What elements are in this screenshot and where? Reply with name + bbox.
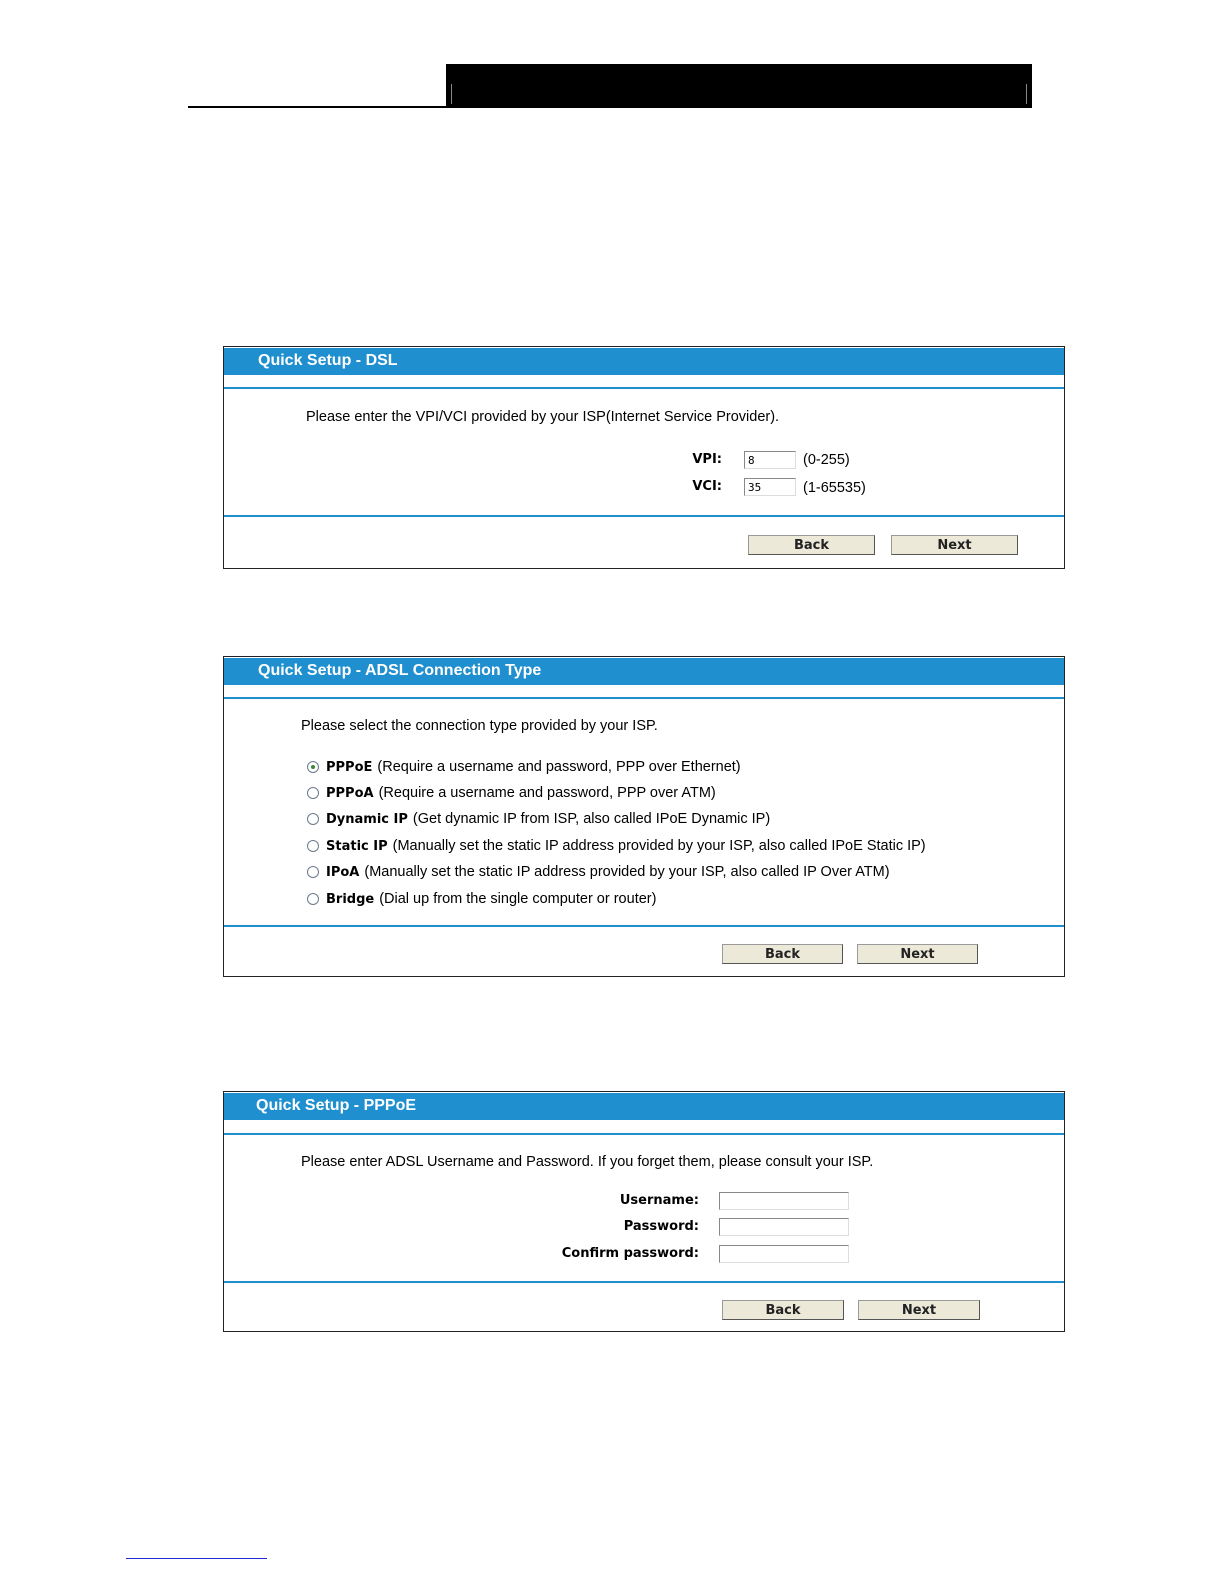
dsl-title-divider: [224, 375, 1064, 389]
option-name: IPoA: [326, 864, 360, 880]
option-name: PPPoE: [326, 759, 373, 775]
username-input[interactable]: [719, 1192, 849, 1210]
vci-label: VCI:: [692, 479, 722, 494]
document-header-bar: [446, 64, 1032, 108]
option-bridge[interactable]: [307, 891, 656, 907]
pppoe-next-button[interactable]: Next: [858, 1300, 980, 1320]
option-desc: (Require a username and password, PPP over Ethernet): [377, 759, 741, 775]
footer-link-rule: [126, 1558, 267, 1559]
connection-next-button[interactable]: Next: [857, 944, 978, 964]
pppoe-panel-footer: [224, 1281, 1064, 1333]
password-label: Password:: [623, 1219, 699, 1234]
pppoe-title-divider: [224, 1120, 1064, 1135]
option-desc: (Manually set the static IP address provided by your ISP, also called IP Over ATM): [364, 864, 890, 880]
radio-pppoa[interactable]: [307, 787, 319, 799]
radio-dynamic-ip[interactable]: [307, 813, 319, 825]
option-dynamic-ip[interactable]: [307, 811, 770, 827]
header-notch-left: [451, 84, 452, 104]
connection-back-button[interactable]: Back: [722, 944, 843, 964]
radio-bridge[interactable]: [307, 893, 319, 905]
password-input[interactable]: [719, 1218, 849, 1236]
vpi-range: (0-255): [803, 452, 850, 468]
radio-ipoa[interactable]: [307, 866, 319, 878]
option-pppoa[interactable]: [307, 785, 716, 801]
connection-panel-body: [224, 699, 1064, 925]
dsl-instruction: Please enter the VPI/VCI provided by your ISP(Internet Service Provider).: [306, 409, 780, 425]
option-static-ip[interactable]: [307, 838, 926, 854]
dsl-next-button[interactable]: Next: [891, 535, 1018, 555]
radio-pppoe[interactable]: [307, 761, 319, 773]
header-rule: [188, 106, 1031, 108]
option-name: PPPoA: [326, 785, 374, 801]
vpi-label: VPI:: [692, 452, 722, 467]
connection-panel-title: Quick Setup - ADSL Connection Type: [224, 658, 1064, 685]
option-desc: (Manually set the static IP address provided by your ISP, also called IPoE Static IP): [392, 838, 926, 854]
connection-type-panel: [223, 656, 1065, 977]
connection-title-divider: [224, 685, 1064, 699]
confirm-password-label: Confirm password:: [561, 1246, 699, 1261]
dsl-panel-title: Quick Setup - DSL: [224, 348, 1064, 375]
option-ipoa[interactable]: [307, 864, 890, 880]
connection-panel-footer: [224, 925, 1064, 978]
option-pppoe[interactable]: [307, 759, 741, 775]
option-desc: (Get dynamic IP from ISP, also called IPoE Dynamic IP): [412, 811, 771, 827]
vci-input[interactable]: [744, 478, 796, 496]
pppoe-panel: [223, 1091, 1065, 1332]
option-desc: (Dial up from the single computer or router): [379, 891, 657, 907]
dsl-panel-body: [224, 389, 1064, 515]
connection-instruction: Please select the connection type provided by your ISP.: [301, 718, 658, 734]
header-notch-right: [1026, 84, 1027, 104]
option-name: Dynamic IP: [326, 811, 408, 827]
vpi-input[interactable]: [744, 451, 796, 469]
vci-range: (1-65535): [803, 480, 866, 496]
pppoe-back-button[interactable]: Back: [722, 1300, 844, 1320]
confirm-password-input[interactable]: [719, 1245, 849, 1263]
option-name: Static IP: [326, 838, 388, 854]
pppoe-panel-title: Quick Setup - PPPoE: [224, 1093, 1064, 1120]
dsl-back-button[interactable]: Back: [748, 535, 875, 555]
pppoe-instruction: Please enter ADSL Username and Password. If you forget them, please consult your ISP.: [301, 1154, 874, 1170]
username-label: Username:: [619, 1193, 699, 1208]
radio-static-ip[interactable]: [307, 840, 319, 852]
dsl-panel: [223, 346, 1065, 569]
option-desc: (Require a username and password, PPP over ATM): [378, 785, 716, 801]
dsl-panel-footer: [224, 515, 1064, 569]
option-name: Bridge: [326, 891, 375, 907]
pppoe-panel-body: [224, 1135, 1064, 1281]
